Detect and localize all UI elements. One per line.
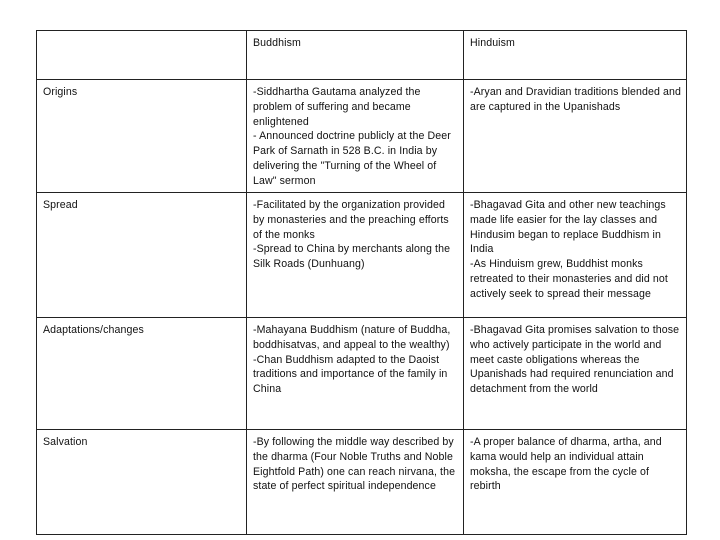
row-label-salvation: Salvation — [37, 430, 247, 535]
salvation-buddhism-point: -By following the middle way described by the dharma (Four Noble Truths and Noble Eightfold Path) one can reach nirvana, the state of perfect spiritual independence — [253, 436, 456, 493]
table-row-origins — [37, 80, 687, 193]
table-row-adaptations — [37, 318, 687, 430]
spread-buddhism-cell — [247, 193, 464, 318]
origins-hinduism-point: -Aryan and Dravidian traditions blended and are captured in the Upanishads — [470, 86, 682, 113]
buddhism-column-header: Buddhism — [247, 31, 464, 80]
header-row — [37, 31, 687, 80]
salvation-hinduism-cell — [464, 430, 687, 535]
comparison-table — [36, 30, 687, 535]
table-row-salvation — [37, 430, 687, 535]
spread-hinduism-point: -Bhagavad Gita and other new teachings made life easier for the lay classes and Hindusim began to replace Buddhism in India — [470, 199, 666, 256]
salvation-buddhism-cell — [247, 430, 464, 535]
origins-hinduism-cell — [464, 80, 687, 193]
spread-hinduism-point: -As Hinduism grew, Buddhist monks retreated to their monasteries and did not actively seek to spread their message — [470, 258, 668, 300]
row-label-origins: Origins — [37, 80, 247, 193]
spread-buddhism-point: -Spread to China by merchants along the Silk Roads (Dunhuang) — [253, 243, 451, 271]
origins-buddhism-point: - Announced doctrine publicly at the Deer Park of Sarnath in 528 B.C. in India by delivering the "Turning of the Wheel of Law" sermon — [253, 130, 451, 187]
adaptations-buddhism-cell — [247, 318, 464, 430]
adaptations-buddhism-point: -Chan Buddhism adapted to the Daoist traditions and importance of the family in China — [253, 353, 448, 396]
table-row-spread — [37, 193, 687, 318]
row-label-adaptations: Adaptations/changes — [37, 318, 247, 430]
adaptations-buddhism-point: -Mahayana Buddhism (nature of Buddha, boddhisatvas, and appeal to the wealthy) — [253, 324, 451, 351]
origins-buddhism-point: -Siddhartha Gautama analyzed the problem of suffering and became enlightened — [253, 86, 421, 128]
adaptations-hinduism-point: -Bhagavad Gita promises salvation to those who actively participate in the world and meet caste obligations whereas the Upanishads had required renunciation and detachment from the world — [470, 324, 680, 396]
origins-buddhism-cell — [247, 80, 464, 193]
hinduism-column-header: Hinduism — [464, 31, 687, 80]
corner-cell — [37, 31, 247, 80]
row-label-spread: Spread — [37, 193, 247, 318]
salvation-hinduism-point: -A proper balance of dharma, artha, and kama would help an individual attain moksha, the escape from the cycle of rebirth — [470, 436, 662, 493]
spread-hinduism-cell — [464, 193, 687, 318]
adaptations-hinduism-cell — [464, 318, 687, 430]
spread-buddhism-point: -Facilitated by the organization provided by monasteries and the preaching efforts of the monks — [253, 199, 449, 241]
